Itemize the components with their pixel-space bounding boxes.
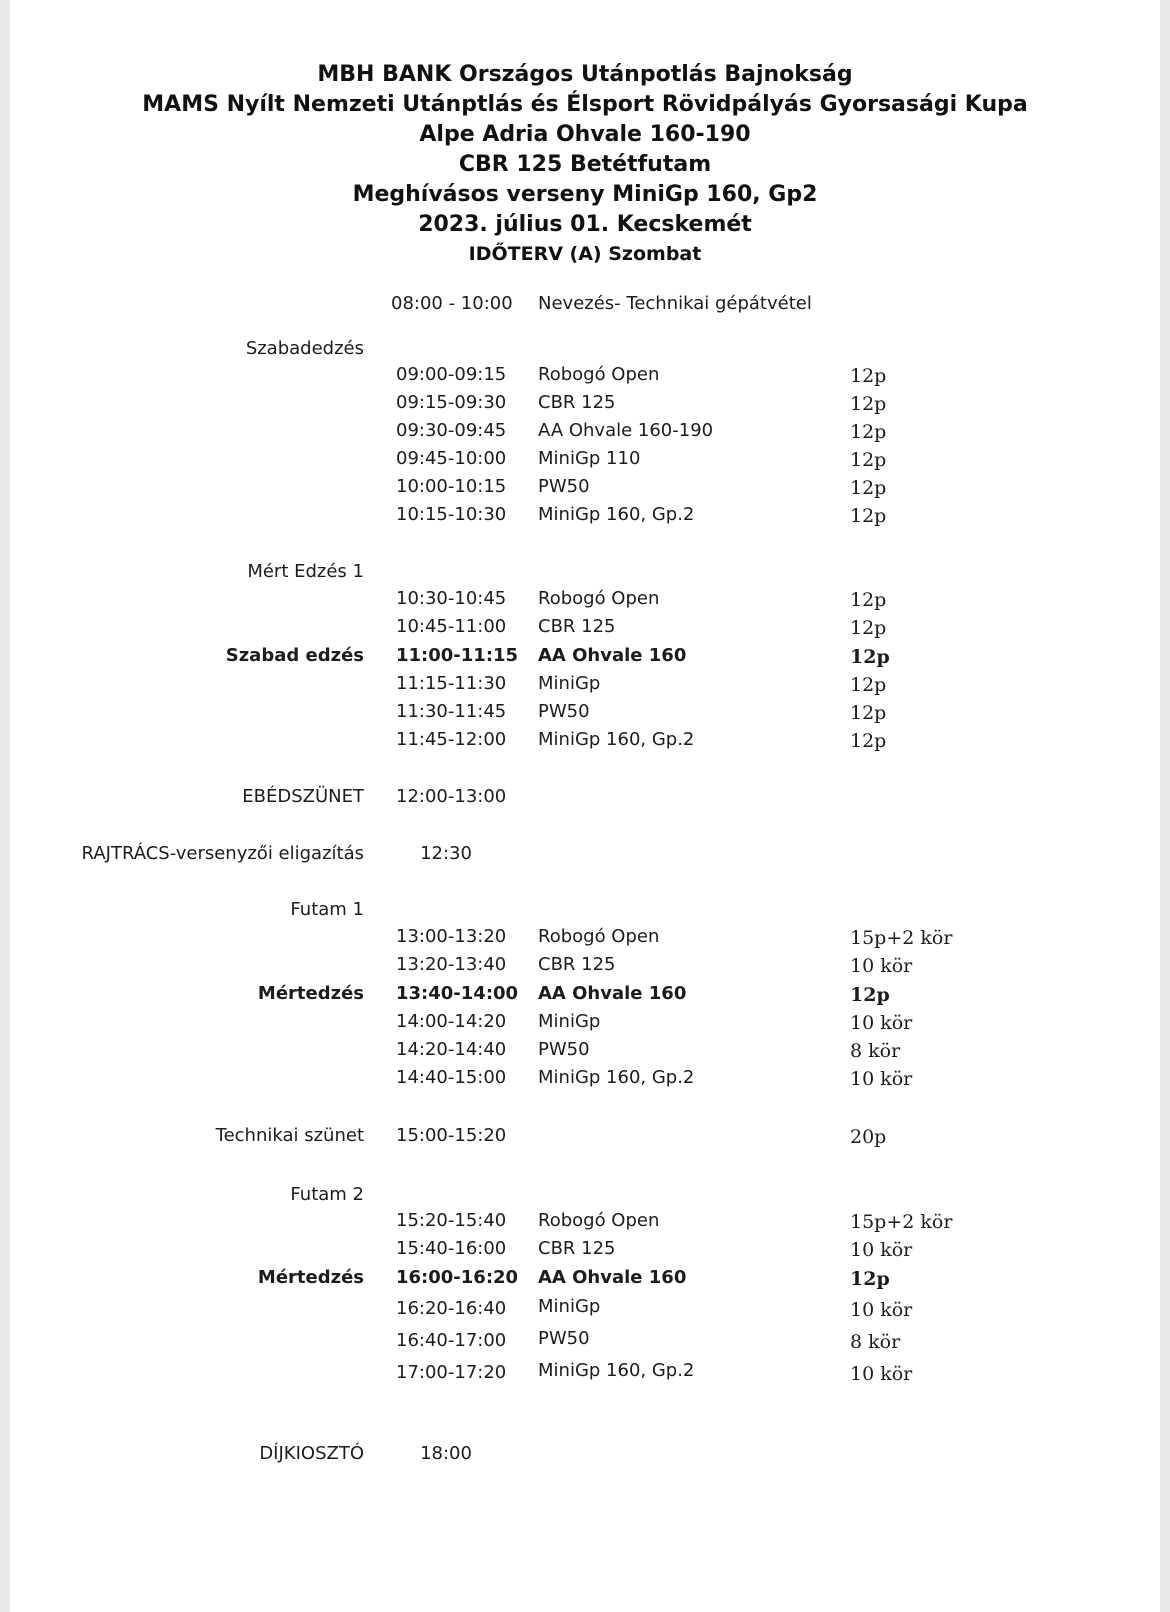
schedule-event: PW50 [538, 701, 590, 722]
schedule-duration: 12p [850, 421, 887, 443]
schedule-time: 11:45-12:00 [396, 729, 507, 750]
schedule-duration: 12p [850, 984, 890, 1006]
schedule-time: 11:30-11:45 [396, 701, 507, 722]
side-label-timed-practice: Mértedzés [257, 1267, 364, 1288]
schedule-event: MiniGp 110 [538, 448, 641, 469]
registration-time: 08:00 - 10:00 [391, 293, 513, 314]
schedule-event: MiniGp [538, 1296, 601, 1317]
schedule-duration: 8 kör [850, 1331, 901, 1353]
section-label-free-practice: Szabadedzés [245, 338, 364, 359]
side-label-free-practice: Szabad edzés [225, 645, 364, 666]
schedule-time: 17:00-17:20 [396, 1362, 507, 1383]
schedule-time: 16:00-16:20 [396, 1267, 519, 1288]
schedule-time: 16:40-17:00 [396, 1330, 507, 1351]
schedule-duration: 10 kör [850, 1363, 913, 1385]
schedule-time: 16:20-16:40 [396, 1298, 507, 1319]
schedule-event: MiniGp 160, Gp.2 [538, 729, 695, 750]
schedule-time: 10:45-11:00 [396, 616, 507, 637]
header-line-cbr: CBR 125 Betétfutam [458, 152, 712, 177]
schedule-duration: 12p [850, 589, 887, 611]
lunch-time: 12:00-13:00 [396, 786, 507, 807]
schedule-event: Robogó Open [538, 588, 660, 609]
schedule-event: CBR 125 [538, 1238, 616, 1259]
awards-time: 18:00 [420, 1443, 472, 1464]
section-label-awards: DÍJKIOSZTÓ [259, 1443, 364, 1464]
schedule-duration: 15p+2 kör [850, 1211, 953, 1233]
schedule-duration: 12p [850, 646, 890, 668]
schedule-event: AA Ohvale 160 [538, 983, 687, 1004]
schedule-event: AA Ohvale 160-190 [538, 420, 714, 441]
section-label-race-1: Futam 1 [290, 899, 364, 920]
schedule-event: CBR 125 [538, 616, 616, 637]
schedule-duration: 12p [850, 393, 887, 415]
side-label-timed-practice: Mértedzés [257, 983, 364, 1004]
schedule-time: 15:40-16:00 [396, 1238, 507, 1259]
schedule-event: CBR 125 [538, 954, 616, 975]
schedule-time: 13:40-14:00 [396, 983, 519, 1004]
schedule-time: 11:15-11:30 [396, 673, 507, 694]
schedule-event: AA Ohvale 160 [538, 645, 687, 666]
schedule-time: 10:15-10:30 [396, 504, 507, 525]
schedule-time: 13:20-13:40 [396, 954, 507, 975]
schedule-time: 14:40-15:00 [396, 1067, 507, 1088]
header-line-cup: MAMS Nyílt Nemzeti Utánptlás és Élsport Rövidpályás Gyorsasági Kupa [142, 92, 1028, 117]
page-subtitle: IDŐTERV (A) Szombat [468, 243, 702, 265]
schedule-document [10, 0, 1160, 1612]
schedule-duration: 15p+2 kör [850, 927, 953, 949]
schedule-time: 09:00-09:15 [396, 364, 507, 385]
schedule-time: 10:30-10:45 [396, 588, 507, 609]
header-line-invitational: Meghívásos verseny MiniGp 160, Gp2 [352, 182, 818, 207]
schedule-event: MiniGp 160, Gp.2 [538, 1067, 695, 1088]
briefing-time: 12:30 [420, 843, 472, 864]
schedule-duration: 12p [850, 730, 887, 752]
schedule-event: Robogó Open [538, 926, 660, 947]
section-label-timed-practice-1: Mért Edzés 1 [247, 561, 364, 582]
schedule-duration: 12p [850, 1268, 890, 1290]
schedule-event: MiniGp 160, Gp.2 [538, 504, 695, 525]
schedule-time: 13:00-13:20 [396, 926, 507, 947]
schedule-duration: 12p [850, 365, 887, 387]
schedule-event: PW50 [538, 476, 590, 497]
schedule-duration: 10 kör [850, 1239, 913, 1261]
schedule-event: PW50 [538, 1328, 590, 1349]
schedule-duration: 10 kör [850, 1068, 913, 1090]
header-line-date-location: 2023. július 01. Kecskemét [418, 212, 752, 237]
technical-break-time: 15:00-15:20 [396, 1125, 507, 1146]
schedule-time: 14:00-14:20 [396, 1011, 507, 1032]
schedule-event: CBR 125 [538, 392, 616, 413]
schedule-time: 09:45-10:00 [396, 448, 507, 469]
schedule-event: MiniGp 160, Gp.2 [538, 1360, 695, 1381]
schedule-duration: 10 kör [850, 955, 913, 977]
schedule-duration: 8 kör [850, 1040, 901, 1062]
schedule-duration: 12p [850, 449, 887, 471]
schedule-event: Robogó Open [538, 364, 660, 385]
schedule-duration: 12p [850, 505, 887, 527]
section-label-race-2: Futam 2 [290, 1184, 364, 1205]
schedule-event: AA Ohvale 160 [538, 1267, 687, 1288]
section-label-lunch: EBÉDSZÜNET [242, 786, 364, 807]
schedule-duration: 12p [850, 477, 887, 499]
schedule-duration: 12p [850, 674, 887, 696]
schedule-event: Robogó Open [538, 1210, 660, 1231]
section-label-technical-break: Technikai szünet [215, 1125, 364, 1146]
schedule-duration: 10 kör [850, 1012, 913, 1034]
schedule-time: 15:20-15:40 [396, 1210, 507, 1231]
technical-break-duration: 20p [850, 1126, 887, 1148]
schedule-time: 09:15-09:30 [396, 392, 507, 413]
header-line-championship: MBH BANK Országos Utánpotlás Bajnokság [317, 62, 853, 87]
schedule-duration: 12p [850, 617, 887, 639]
schedule-event: MiniGp [538, 673, 601, 694]
schedule-event: MiniGp [538, 1011, 601, 1032]
schedule-time: 14:20-14:40 [396, 1039, 507, 1060]
schedule-event: PW50 [538, 1039, 590, 1060]
header-line-alpe-adria: Alpe Adria Ohvale 160-190 [419, 122, 751, 147]
schedule-time: 10:00-10:15 [396, 476, 507, 497]
schedule-time: 09:30-09:45 [396, 420, 507, 441]
schedule-time: 11:00-11:15 [396, 645, 519, 666]
schedule-duration: 10 kör [850, 1299, 913, 1321]
section-label-briefing: RAJTRÁCS-versenyzői eligazítás [81, 843, 364, 864]
registration-event: Nevezés- Technikai gépátvétel [538, 293, 812, 314]
schedule-duration: 12p [850, 702, 887, 724]
